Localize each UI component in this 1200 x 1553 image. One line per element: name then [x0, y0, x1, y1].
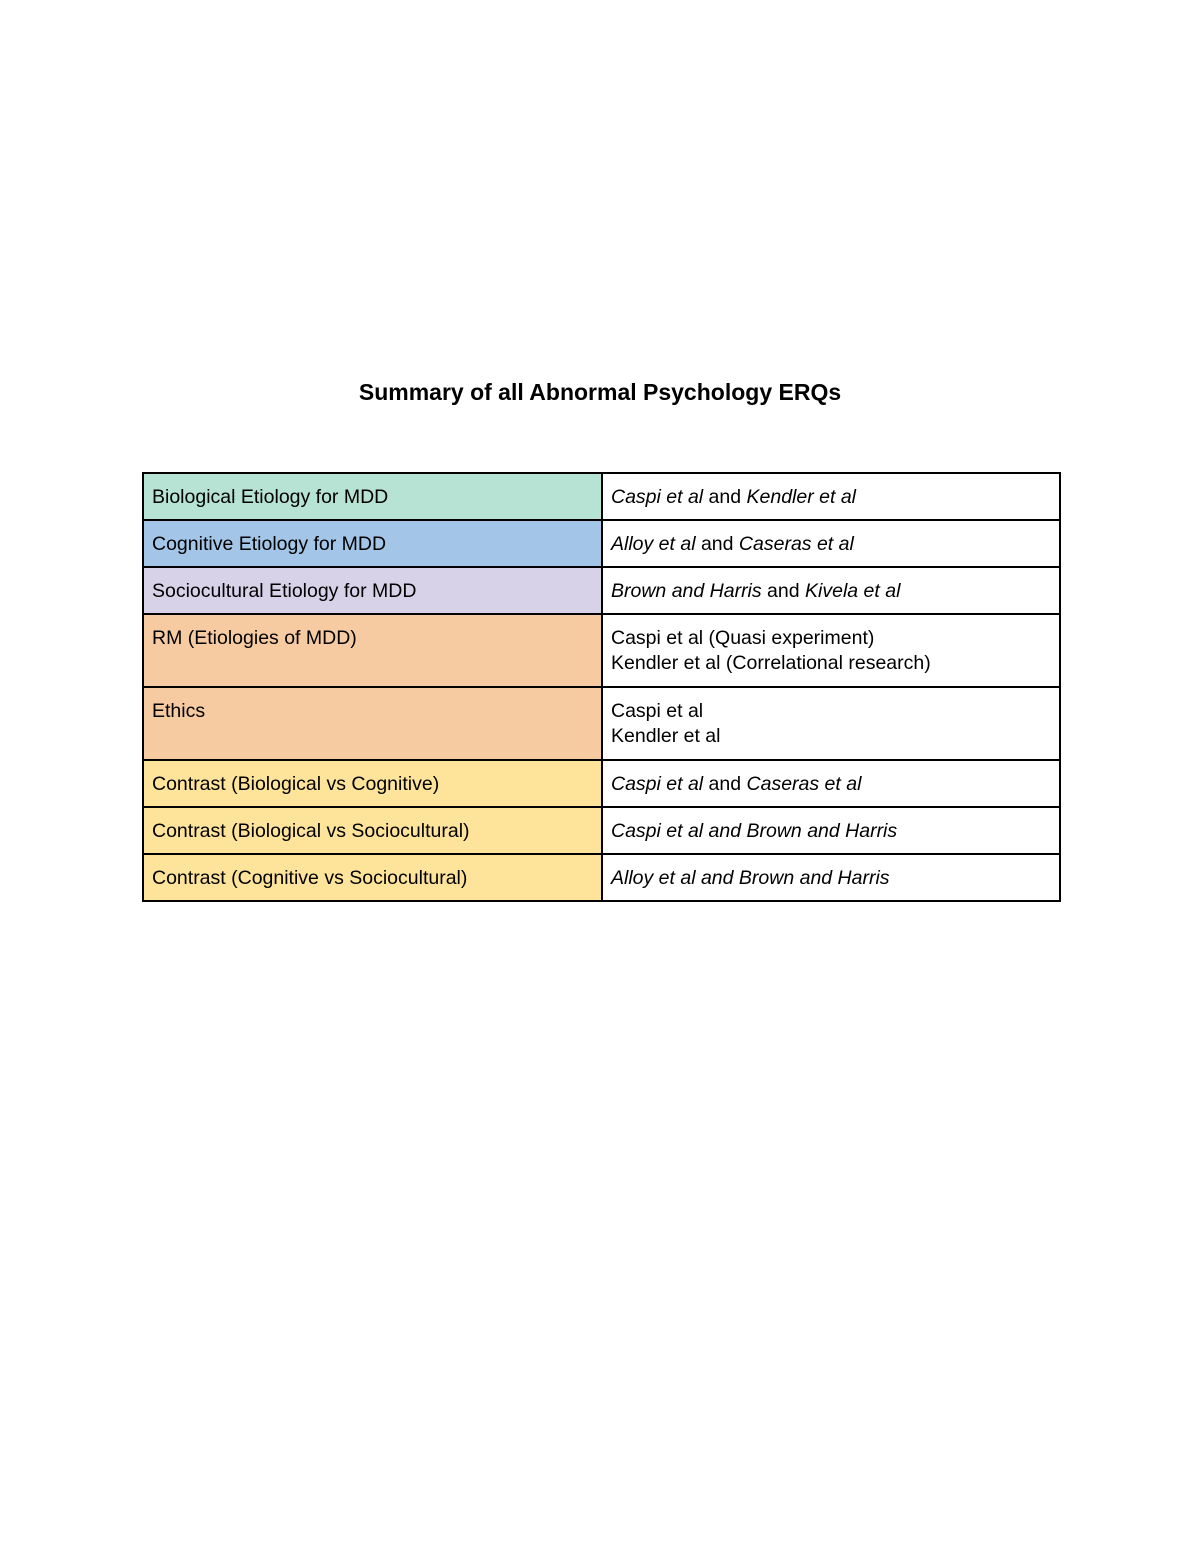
table-row: [143, 614, 1060, 687]
topic-cell: Contrast (Cognitive vs Sociocultural): [143, 854, 602, 901]
table-row: [143, 520, 1060, 567]
table-row: [143, 567, 1060, 614]
study-line: [611, 699, 1051, 724]
study-name: Kivela et al: [805, 580, 901, 602]
page-title: Summary of all Abnormal Psychology ERQs: [358, 379, 842, 405]
study-line: [611, 485, 1051, 510]
studies-cell: [602, 614, 1060, 687]
study-connector: Kendler et al: [611, 725, 721, 747]
topic-cell: Biological Etiology for MDD: [143, 473, 602, 520]
erq-table-body: [143, 473, 1060, 901]
erq-summary-table: [142, 472, 1061, 902]
study-name: Caspi et al: [611, 773, 704, 795]
studies-cell: [602, 567, 1060, 614]
study-line: [611, 866, 1051, 891]
topic-cell: Sociocultural Etiology for MDD: [143, 567, 602, 614]
table-row: [143, 807, 1060, 854]
study-name: Brown and Harris: [611, 580, 762, 602]
topic-cell: Ethics: [143, 687, 602, 760]
studies-cell: [602, 807, 1060, 854]
study-connector: and: [703, 773, 747, 795]
study-name: Caseras et al: [746, 773, 862, 795]
topic-cell: Cognitive Etiology for MDD: [143, 520, 602, 567]
study-name: Caseras et al: [738, 533, 854, 555]
studies-cell: [602, 760, 1060, 807]
study-line: [611, 532, 1051, 557]
study-connector: Kendler et al (Correlational research): [611, 652, 931, 674]
study-name: Alloy et al and Brown and Harris: [611, 867, 890, 889]
studies-cell: [602, 854, 1060, 901]
study-name: Kendler et al: [746, 486, 857, 508]
study-name: Caspi et al and Brown and Harris: [611, 820, 898, 842]
study-line: [611, 626, 1051, 651]
table-row: [143, 854, 1060, 901]
study-connector: and: [695, 533, 739, 555]
study-line: [611, 772, 1051, 797]
table-row: [143, 473, 1060, 520]
studies-cell: [602, 687, 1060, 760]
study-name: Caspi et al: [611, 486, 704, 508]
table-row: [143, 760, 1060, 807]
study-line: [611, 651, 1051, 676]
study-connector: and: [703, 486, 747, 508]
study-name: Alloy et al: [611, 533, 696, 555]
studies-cell: [602, 520, 1060, 567]
topic-cell: RM (Etiologies of MDD): [143, 614, 602, 687]
study-connector: Caspi et al: [611, 700, 704, 722]
studies-cell: [602, 473, 1060, 520]
topic-cell: Contrast (Biological vs Cognitive): [143, 760, 602, 807]
study-connector: Caspi et al (Quasi experiment): [611, 627, 875, 649]
study-line: [611, 579, 1051, 604]
study-line: [611, 724, 1051, 749]
topic-cell: Contrast (Biological vs Sociocultural): [143, 807, 602, 854]
table-row: [143, 687, 1060, 760]
study-connector: and: [761, 580, 806, 602]
study-line: [611, 819, 1051, 844]
